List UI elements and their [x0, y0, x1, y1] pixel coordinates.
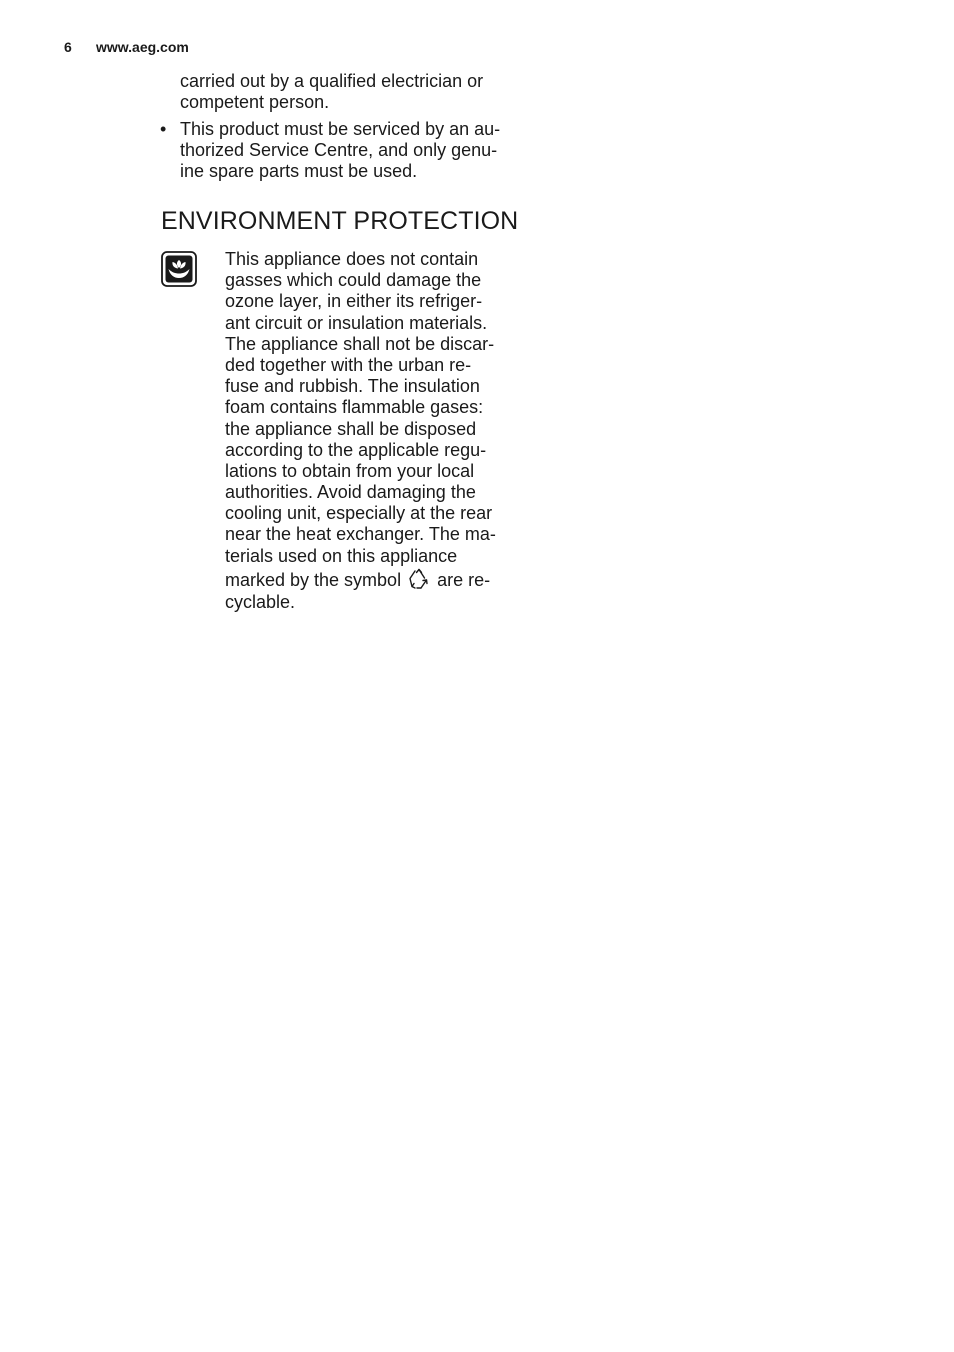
text-line: This appliance does not contain — [225, 249, 479, 269]
text-line: competent person. — [180, 92, 330, 113]
continuation-paragraph — [180, 71, 483, 113]
page-number: 6 — [64, 39, 72, 55]
text-line: The appliance shall not be discar- — [225, 333, 495, 354]
text-line: near the heat exchanger. The ma- — [225, 524, 496, 545]
text-line: ozone layer, in either its refriger- — [225, 291, 483, 312]
bullet-marker: • — [160, 119, 167, 139]
website-url[interactable]: www.aeg.com — [96, 39, 189, 55]
text-line: This product must be serviced by an au- — [180, 119, 501, 139]
text-line: ine spare parts must be used. — [180, 161, 418, 182]
text-line: cooling unit, especially at the rear — [225, 503, 493, 524]
text-line: authorities. Avoid damaging the — [225, 482, 476, 503]
eco-leaf-icon — [161, 251, 197, 287]
symbol-line-before: marked by the symbol — [225, 569, 402, 590]
recycle-icon — [407, 567, 431, 591]
text-line: lations to obtain from your local — [225, 460, 475, 481]
text-line: carried out by a qualified electrician or — [180, 71, 484, 91]
symbol-line — [225, 567, 496, 592]
text-line: fuse and rubbish. The insulation — [225, 376, 480, 397]
text-line: foam contains flammable gases: — [225, 397, 484, 418]
text-line: ded together with the urban re- — [225, 354, 472, 375]
environment-paragraph — [225, 249, 496, 613]
text-line: gasses which could damage the — [225, 270, 482, 291]
bullet-text — [180, 119, 500, 183]
text-line: cyclable. — [225, 591, 296, 612]
text-line: thorized Service Centre, and only genu- — [180, 140, 498, 161]
symbol-line-after: are re- — [437, 569, 491, 590]
text-line: terials used on this appliance — [225, 545, 458, 566]
text-line: ant circuit or insulation materials. — [225, 312, 488, 333]
text-line: the appliance shall be disposed — [225, 418, 477, 439]
section-heading: ENVIRONMENT PROTECTION — [161, 207, 519, 235]
text-line: according to the applicable regu- — [225, 439, 487, 460]
